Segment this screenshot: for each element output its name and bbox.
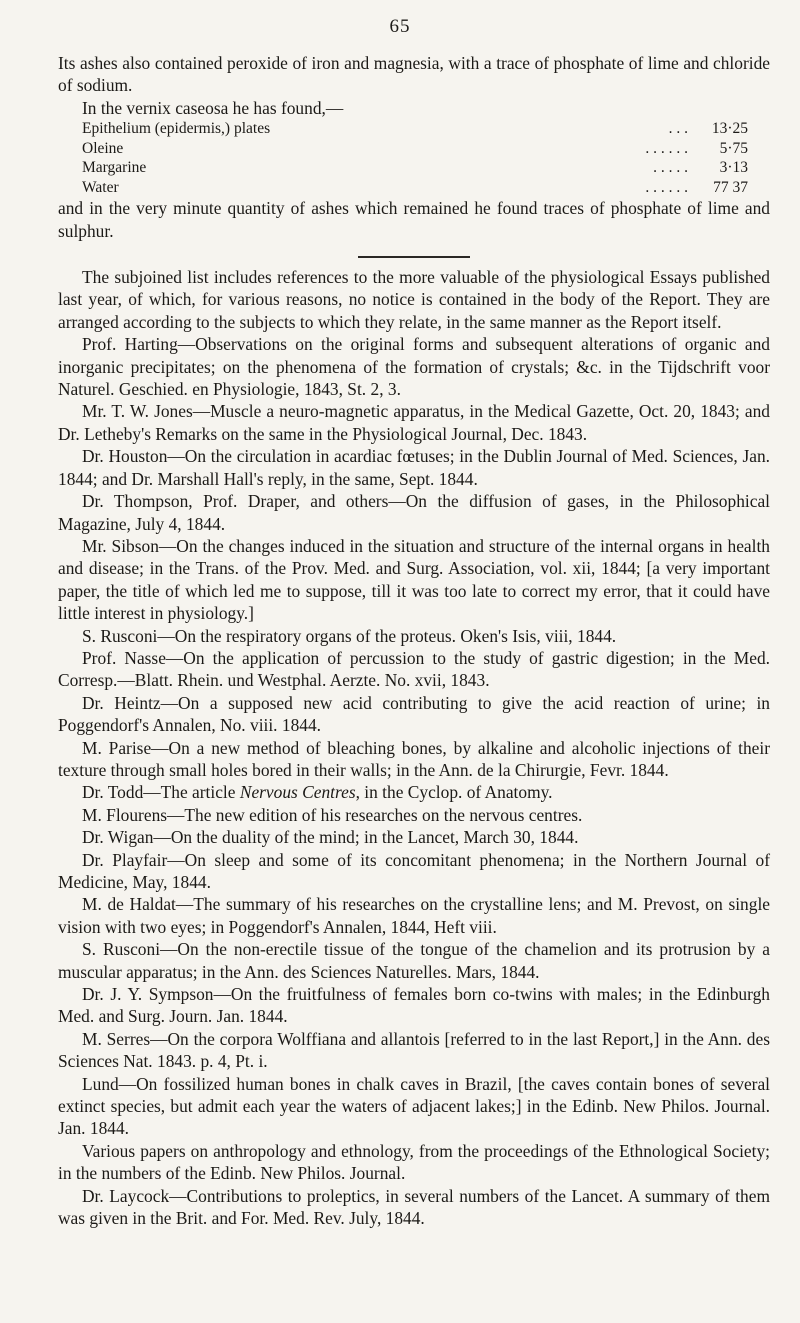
composition-row	[82, 119, 748, 139]
reference-list	[58, 804, 770, 1230]
reference-list	[58, 333, 770, 781]
reference-entry: M. de Haldat—The summary of his researches on the crystalline lens; and M. Prevost, on single vision with two eyes; in Poggendorf's Annalen, 1844, Heft viii.	[58, 894, 770, 937]
composition-row	[82, 139, 748, 159]
reference-entry: Dr. Thompson, Prof. Draper, and others—On the diffusion of gases, in the Philosophical Magazine, July 4, 1844.	[58, 491, 770, 534]
page-content	[58, 52, 770, 1230]
reference-entry	[58, 781, 770, 803]
composition-row	[82, 178, 748, 198]
leader-dots: . . . . . .	[645, 178, 688, 196]
reference-entry: Lund—On fossilized human bones in chalk caves in Brazil, [the caves contain bones of several extinct species, but admit each year the waters of adjacent lakes;] in the Edinb. New Philos. Journal. Jan. 1844.	[58, 1073, 770, 1139]
references-intro: The subjoined list includes references to the more valuable of the physiological Essays published last year, of which, for various reasons, no notice is contained in the body of the Report. They are arranged according to the subjects to which they relate, in the same manner as the Report itself.	[58, 267, 770, 332]
component-value: 13·25	[711, 120, 748, 138]
reference-entry: Dr. Wigan—On the duality of the mind; in the Lancet, March 30, 1844.	[82, 827, 579, 848]
reference-entry: M. Serres—On the corpora Wolffiana and allantois [referred to in the last Report,] in the Ann. des Sciences Nat. 1843. p. 4, Pt. i.	[58, 1028, 770, 1072]
reference-entry: Dr. Heintz—On a supposed new acid contributing to give the acid reaction of urine; in Poggendorf's Annalen, No. viii. 1844.	[58, 692, 770, 736]
component-name: Epithelium (epidermis,) plates	[82, 120, 271, 138]
component-name: Margarine	[82, 159, 147, 177]
component-value: 3·13	[719, 159, 748, 177]
ashes-trace-paragraph: and in the very minute quantity of ashes which remained he found traces of phosphate of lime and sulphur.	[58, 198, 770, 241]
component-value: 77 37	[713, 178, 748, 196]
component-name: Water	[82, 178, 119, 196]
component-value: 5·75	[719, 139, 748, 157]
reference-entry: Mr. T. W. Jones—Muscle a neuro-magnetic apparatus, in the Medical Gazette, Oct. 20, 1843; and Dr. Letheby's Remarks on the same in the Physiological Journal, Dec. 1843.	[58, 401, 770, 444]
reference-entry: S. Rusconi—On the non-erectile tissue of the tongue of the chamelion and its protrusion by a muscular apparatus; in the Ann. des Sciences Naturelles. Mars, 1844.	[58, 939, 770, 982]
composition-row	[82, 158, 748, 178]
reference-entry: M. Parise—On a new method of bleaching bones, by alkaline and alcoholic injections of their texture through small holes bored in their walls; in the Ann. de la Chirurgie, Fevr. 1844.	[58, 737, 770, 780]
leader-dots: . . . . . .	[645, 139, 688, 157]
leader-dots: . . . . .	[653, 159, 688, 177]
leader-dots: . . .	[668, 120, 688, 138]
composition-table	[82, 119, 748, 197]
reference-text: , in the Cyclop. of Anatomy.	[355, 782, 553, 803]
reference-entry: S. Rusconi—On the respiratory organs of the proteus. Oken's Isis, viii, 1844.	[82, 625, 617, 646]
ashes-paragraph: Its ashes also contained peroxide of iron and magnesia, with a trace of phosphate of lime and chloride of sodium.	[58, 53, 770, 96]
section-divider	[358, 256, 470, 258]
page-number: 65	[389, 16, 411, 37]
reference-text: Dr. Todd—The article	[82, 782, 240, 803]
reference-entry: Prof. Harting—Observations on the original forms and subsequent alterations of organic and inorganic precipitates; on the phenomena of the formation of crystals; &c. in the Tijdschrift voor Naturel. Geschied. en Physiologie, 1843, St. 2, 3.	[58, 334, 770, 400]
reference-entry: Dr. Playfair—On sleep and some of its concomitant phenomena; in the Northern Journal of Medicine, May, 1844.	[58, 849, 770, 892]
reference-entry: M. Flourens—The new edition of his researches on the nervous centres.	[82, 804, 583, 825]
reference-entry: Prof. Nasse—On the application of percussion to the study of gastric digestion; in the Med. Corresp.—Blatt. Rhein. und Westphal. Aerzte. No. xvii, 1843.	[58, 647, 770, 691]
reference-entry: Dr. Laycock—Contributions to proleptics, in several numbers of the Lancet. A summary of them was given in the Brit. and For. Med. Rev. July, 1844.	[58, 1185, 770, 1229]
reference-entry: Mr. Sibson—On the changes induced in the situation and structure of the internal organs in health and disease; in the Trans. of the Prov. Med. and Surg. Association, vol. xii, 1844; [a very important paper, the title of which led me to suppose, till it was too late to correct my error, that it could have little interest in physiology.]	[58, 535, 770, 624]
article-title: Nervous Centres	[239, 782, 356, 803]
reference-entry: Dr. Houston—On the circulation in acardiac fœtuses; in the Dublin Journal of Med. Sciences, Jan. 1844; and Dr. Marshall Hall's reply, in the same, Sept. 1844.	[58, 446, 770, 489]
component-name: Oleine	[82, 139, 124, 157]
reference-entry: Various papers on anthropology and ethnology, from the proceedings of the Ethnological Society; in the numbers of the Edinb. New Philos. Journal.	[58, 1140, 770, 1184]
reference-entry: Dr. J. Y. Sympson—On the fruitfulness of females born co-twins with males; in the Edinburgh Med. and Surg. Journ. Jan. 1844.	[58, 984, 770, 1027]
vernix-intro: In the vernix caseosa he has found,—	[82, 97, 344, 118]
